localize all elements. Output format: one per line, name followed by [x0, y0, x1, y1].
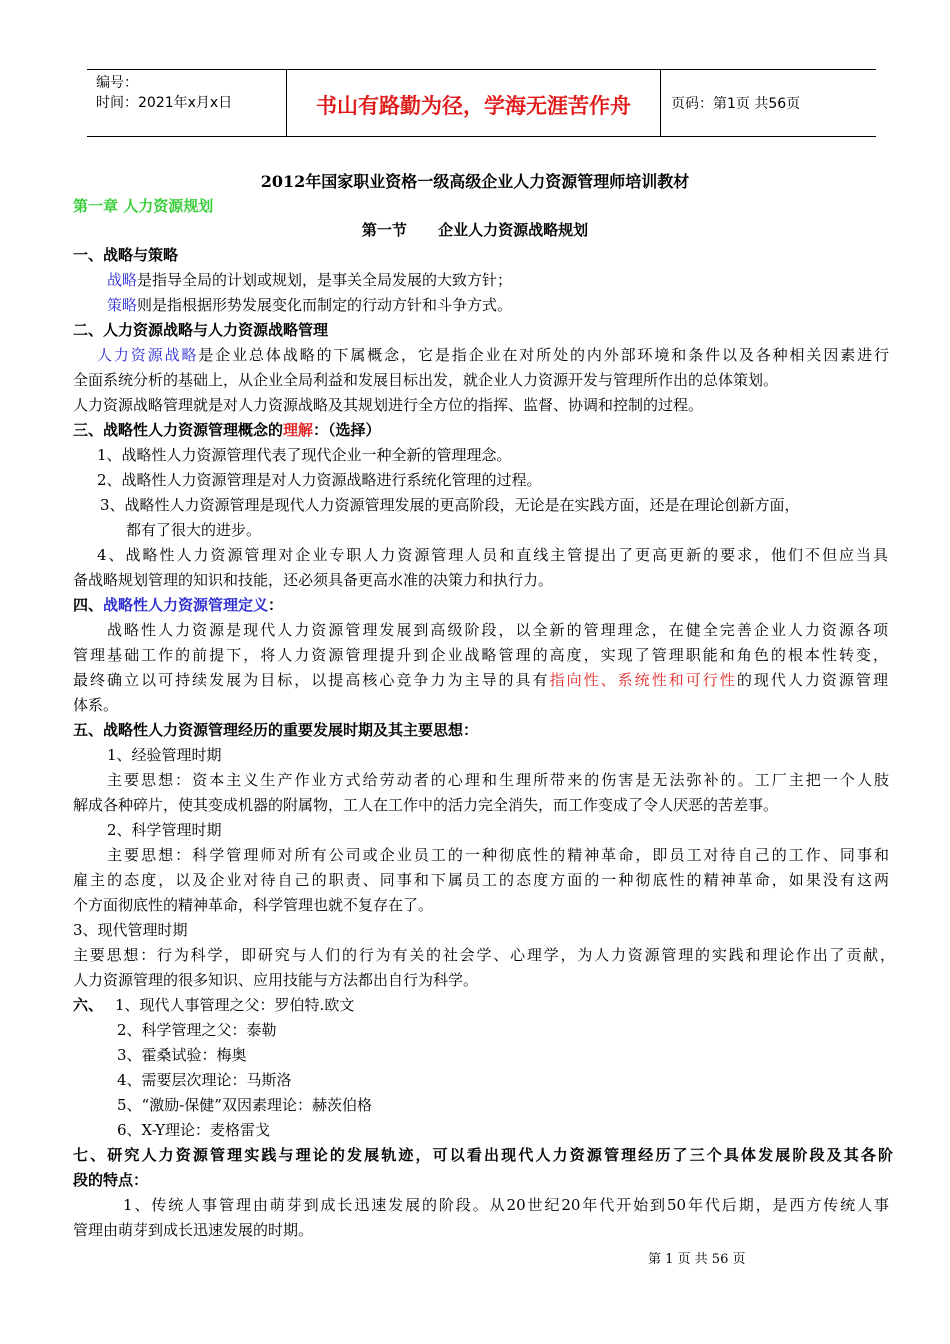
text: 最终确立以可持续发展为目标，以提高核心竞争力为主导的具有 [73, 671, 550, 689]
list-item-cont: 都有了很大的进步。 [126, 521, 262, 539]
chapter-heading: 第一章 人力资源规划 [73, 197, 214, 215]
list-item: 6、X-Y理论：麦格雷戈 [117, 1121, 271, 1139]
list-item: 5、“激励-保健”双因素理论：赫茨伯格 [117, 1096, 372, 1114]
paragraph-line: 解成各种碎片，使其变成机器的附属物，工人在工作中的活力完全消失，而工作变成了令人厌恶的苦差事。 [73, 796, 779, 814]
paragraph-line: 全面系统分析的基础上，从企业全局利益和发展目标出发，就企业人力资源开发与管理所作出的总体策划。 [73, 371, 779, 389]
heading-4 [73, 595, 283, 615]
header-meta-cell [87, 70, 287, 136]
number-label: 编号： [96, 75, 138, 91]
page-info: 页码：第1页 共56页 [671, 96, 801, 112]
paragraph-line: 体系。 [73, 696, 119, 714]
heading-1: 一、战略与策略 [73, 246, 179, 264]
text: 的现代人力资源管理 [736, 671, 888, 689]
text: ： [268, 596, 284, 614]
paragraph-line: 战略性人力资源是现代人力资源管理发展到高级阶段，以全新的管理理念，在健全完善企业人力资源各项 [107, 621, 888, 639]
text: ：（选择） [313, 421, 381, 439]
list-item-cont: 备战略规划管理的知识和技能，还必须具备更高水准的决策力和执行力。 [73, 571, 554, 589]
list-item: 3、战略性人力资源管理是现代人力资源管理发展的更高阶段，无论是在实践方面，还是在理论创新方面， [100, 496, 800, 514]
text: 是指导全局的计划或规划，是事关全局发展的大致方针； [137, 271, 513, 289]
paragraph-line: 管理基础工作的前提下，将人力资源管理提升到企业战略管理的高度，实现了管理职能和角色的根本性转变， [73, 646, 888, 664]
period-title: 2、科学管理时期 [107, 821, 222, 839]
section-heading: 第一节 企业人力资源战略规划 [361, 221, 589, 239]
text: 则是指根据形势发展变化而制定的行动方针和斗争方式。 [137, 296, 513, 314]
term: 人力资源战略 [97, 346, 199, 364]
header-page-cell [661, 70, 876, 136]
time-label: 时间：2021年x月x日 [96, 95, 233, 111]
header-box [87, 69, 876, 137]
list-item: 3、霍桑试验：梅奥 [117, 1046, 247, 1064]
heading-6: 六、 [73, 996, 104, 1014]
motto: 书山有路勤为径，学海无涯苦作舟 [316, 94, 631, 118]
heading-3 [73, 420, 381, 440]
text: 是企业总体战略的下属概念，它是指企业在对所处的内外部环境和条件以及各种相关因素进行 [198, 346, 889, 364]
period-title: 1、经验管理时期 [107, 746, 222, 764]
term: 战略 [107, 271, 138, 289]
paragraph-line: 人力资源战略管理就是对人力资源战略及其规划进行全方位的指挥、监督、协调和控制的过程。 [73, 396, 704, 414]
paragraph-line: 雇主的态度，以及企业对待自己的职责、同事和下属员工的态度方面的一种彻底性的精神革命，如果没有这两 [73, 871, 889, 889]
paragraph [107, 295, 512, 315]
term: 策略 [107, 296, 138, 314]
heading-7-cont: 段的特点： [73, 1171, 149, 1189]
list-item: 2、科学管理之父：泰勒 [117, 1021, 277, 1039]
heading-7: 七、研究人力资源管理实践与理论的发展轨迹，可以看出现代人力资源管理经历了三个具体发展阶段及其各阶 [73, 1146, 893, 1164]
heading-2: 二、人力资源战略与人力资源战略管理 [73, 321, 329, 339]
text: 四、 [73, 596, 104, 614]
list-item: 4、战略性人力资源管理对企业专职人力资源管理人员和直线主管提出了更高更新的要求，他们不但应当具 [97, 546, 888, 564]
paragraph-line: 主要思想：科学管理师对所有公司或企业员工的一种彻底性的精神革命，即员工对待自己的工作、同事和 [107, 846, 889, 864]
paragraph-line: 个方面彻底性的精神革命，科学管理也就不复存在了。 [73, 896, 434, 914]
paragraph-line [73, 670, 888, 690]
list-item: 2、战略性人力资源管理是对人力资源战略进行系统化管理的过程。 [97, 471, 542, 489]
highlight: 指向性、系统性和可行性 [549, 671, 737, 689]
heading-5: 五、战略性人力资源管理经历的重要发展时期及其主要思想： [73, 721, 479, 739]
header-motto-cell [287, 70, 661, 136]
text: 三、战略性人力资源管理概念的 [73, 421, 284, 439]
paragraph [73, 345, 889, 365]
paragraph-line: 主要思想：行为科学，即研究与人们的行为有关的社会学、心理学，为人力资源管理的实践和理论作出了贡献， [73, 946, 895, 964]
list-item: 4、需要层次理论：马斯洛 [117, 1071, 292, 1089]
highlight: 理解 [283, 421, 314, 439]
paragraph-line: 管理由萌芽到成长迅速发展的时期。 [73, 1221, 314, 1239]
period-title: 3、现代管理时期 [73, 921, 188, 939]
paragraph-line: 1、传统人事管理由萌芽到成长迅速发展的阶段。从20世纪20年代开始到50年代后期，是西方传统人事 [123, 1196, 889, 1214]
paragraph-line: 人力资源管理的很多知识、应用技能与方法都出自行为科学。 [73, 971, 479, 989]
page-footer: 第 1 页 共 56 页 [648, 1252, 746, 1267]
paragraph-line: 主要思想：资本主义生产作业方式给劳动者的心理和生理所带来的伤害是无法弥补的。工厂主把一个人肢 [107, 771, 889, 789]
list-item: 1、现代人事管理之父：罗伯特.欧文 [115, 996, 355, 1014]
highlight: 战略性人力资源管理定义 [103, 596, 269, 614]
document-title: 2012年国家职业资格一级高级企业人力资源管理师培训教材 [260, 172, 690, 191]
list-item: 1、战略性人力资源管理代表了现代企业一种全新的管理理念。 [97, 446, 512, 464]
paragraph [107, 270, 512, 290]
